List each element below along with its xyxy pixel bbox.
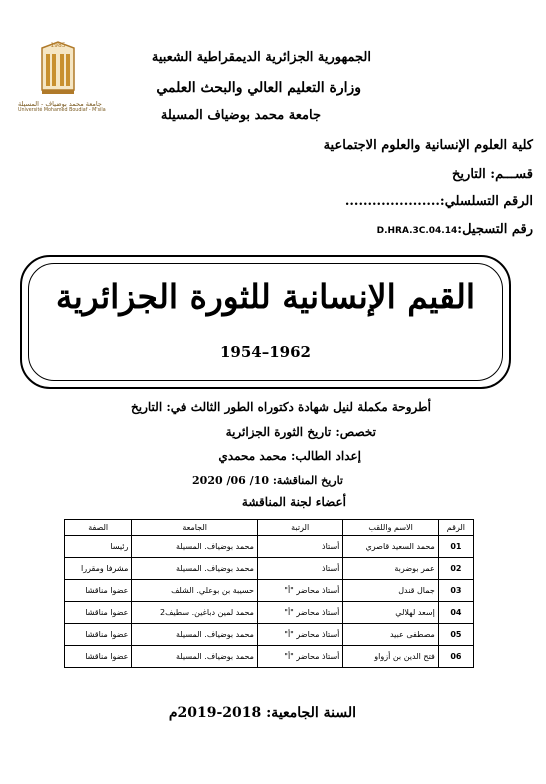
header-university: الجامعة (132, 520, 258, 536)
table-row (65, 558, 474, 580)
title-frame (20, 255, 511, 389)
jury-table (64, 519, 474, 668)
table-row (65, 536, 474, 558)
republic-line: الجمهورية الجزائرية الديمقراطية الشعبية (151, 50, 371, 65)
jury-table-header (65, 520, 474, 536)
member-rank: أستاذ (257, 558, 342, 580)
header-name: الاسم واللقب (343, 520, 438, 536)
member-role: مشرفا ومقررا (65, 558, 132, 580)
row-number: 06 (438, 646, 473, 668)
logo-name-arabic: جامعة محمد بوضياف - المسيلة (18, 100, 102, 108)
member-rank: أستاذ محاضر "أ" (257, 580, 342, 602)
logo-name-english: Université Mohamed Boudiaf - M'sila (18, 108, 106, 113)
member-name: مصطفى عبيد (343, 624, 438, 646)
member-role: عضوا مناقشا (65, 580, 132, 602)
logo-year: 1985 (50, 42, 66, 49)
member-university: محمد لمين دباغين. سطيف2 (132, 602, 258, 624)
header-role: الصفة (65, 520, 132, 536)
member-role: رئيسا (65, 536, 132, 558)
member-university: حسيبة بن بوعلي. الشلف (132, 580, 258, 602)
member-name: فتح الدين بن أزواو (343, 646, 438, 668)
header-rank: الرتبة (257, 520, 342, 536)
row-number: 02 (438, 558, 473, 580)
thesis-title: القيم الإنسانية للثورة الجزائرية (55, 277, 476, 316)
table-row (65, 602, 474, 624)
member-name: إسعد لهلالي (343, 602, 438, 624)
thesis-specialty: تخصص: تاريخ الثورة الجزائرية (225, 425, 376, 439)
row-number: 04 (438, 602, 473, 624)
member-role: عضوا مناقشا (65, 602, 132, 624)
member-university: محمد بوضياف. المسيلة (132, 536, 258, 558)
student-name: إعداد الطالب: محمد محمدي (218, 449, 361, 463)
committee-title: أعضاء لجنة المناقشة (241, 495, 346, 509)
table-row (65, 580, 474, 602)
row-number: 05 (438, 624, 473, 646)
defense-date: تاريخ المناقشة: 10/ 06/ 2020 (192, 474, 343, 487)
registration-line (377, 222, 533, 237)
member-rank: أستاذ محاضر "أ" (257, 646, 342, 668)
member-university: محمد بوضياف. المسيلة (132, 646, 258, 668)
thesis-purpose: أطروحة مكملة لنيل شهادة دكتوراه الطور الثالث في: التاريخ (131, 400, 431, 414)
faculty-line: كلية العلوم الإنسانية والعلوم الاجتماعية (323, 138, 533, 153)
department-line: قســـم: التاريخ (452, 167, 533, 182)
member-rank: أستاذ محاضر "أ" (257, 602, 342, 624)
ministry-line: وزارة التعليم العالي والبحث العلمي (156, 80, 361, 96)
member-rank: أستاذ (257, 536, 342, 558)
member-name: عمر بوضربة (343, 558, 438, 580)
university-line: جامعة محمد بوضياف المسيلة (160, 108, 321, 123)
member-name: جمال قندل (343, 580, 438, 602)
registration-code: D.HRA.3C.04.14 (376, 226, 458, 236)
header-number: الرقم (438, 520, 473, 536)
registration-label: رقم التسجيل: (457, 222, 533, 237)
row-number: 01 (438, 536, 473, 558)
row-number: 03 (438, 580, 473, 602)
member-role: عضوا مناقشا (65, 646, 132, 668)
table-row (65, 624, 474, 646)
member-name: محمد السعيد قاصري (343, 536, 438, 558)
member-university: محمد بوضياف. المسيلة (132, 558, 258, 580)
university-logo (18, 40, 106, 130)
thesis-period: 1954–1962 (220, 343, 311, 361)
member-role: عضوا مناقشا (65, 624, 132, 646)
member-rank: أستاذ محاضر "أ" (257, 624, 342, 646)
academic-year: السنة الجامعية: 2018-2019م (168, 705, 356, 721)
member-university: محمد بوضياف. المسيلة (132, 624, 258, 646)
serial-number-line: الرقم التسلسلي:..................... (344, 194, 533, 209)
table-row (65, 646, 474, 668)
